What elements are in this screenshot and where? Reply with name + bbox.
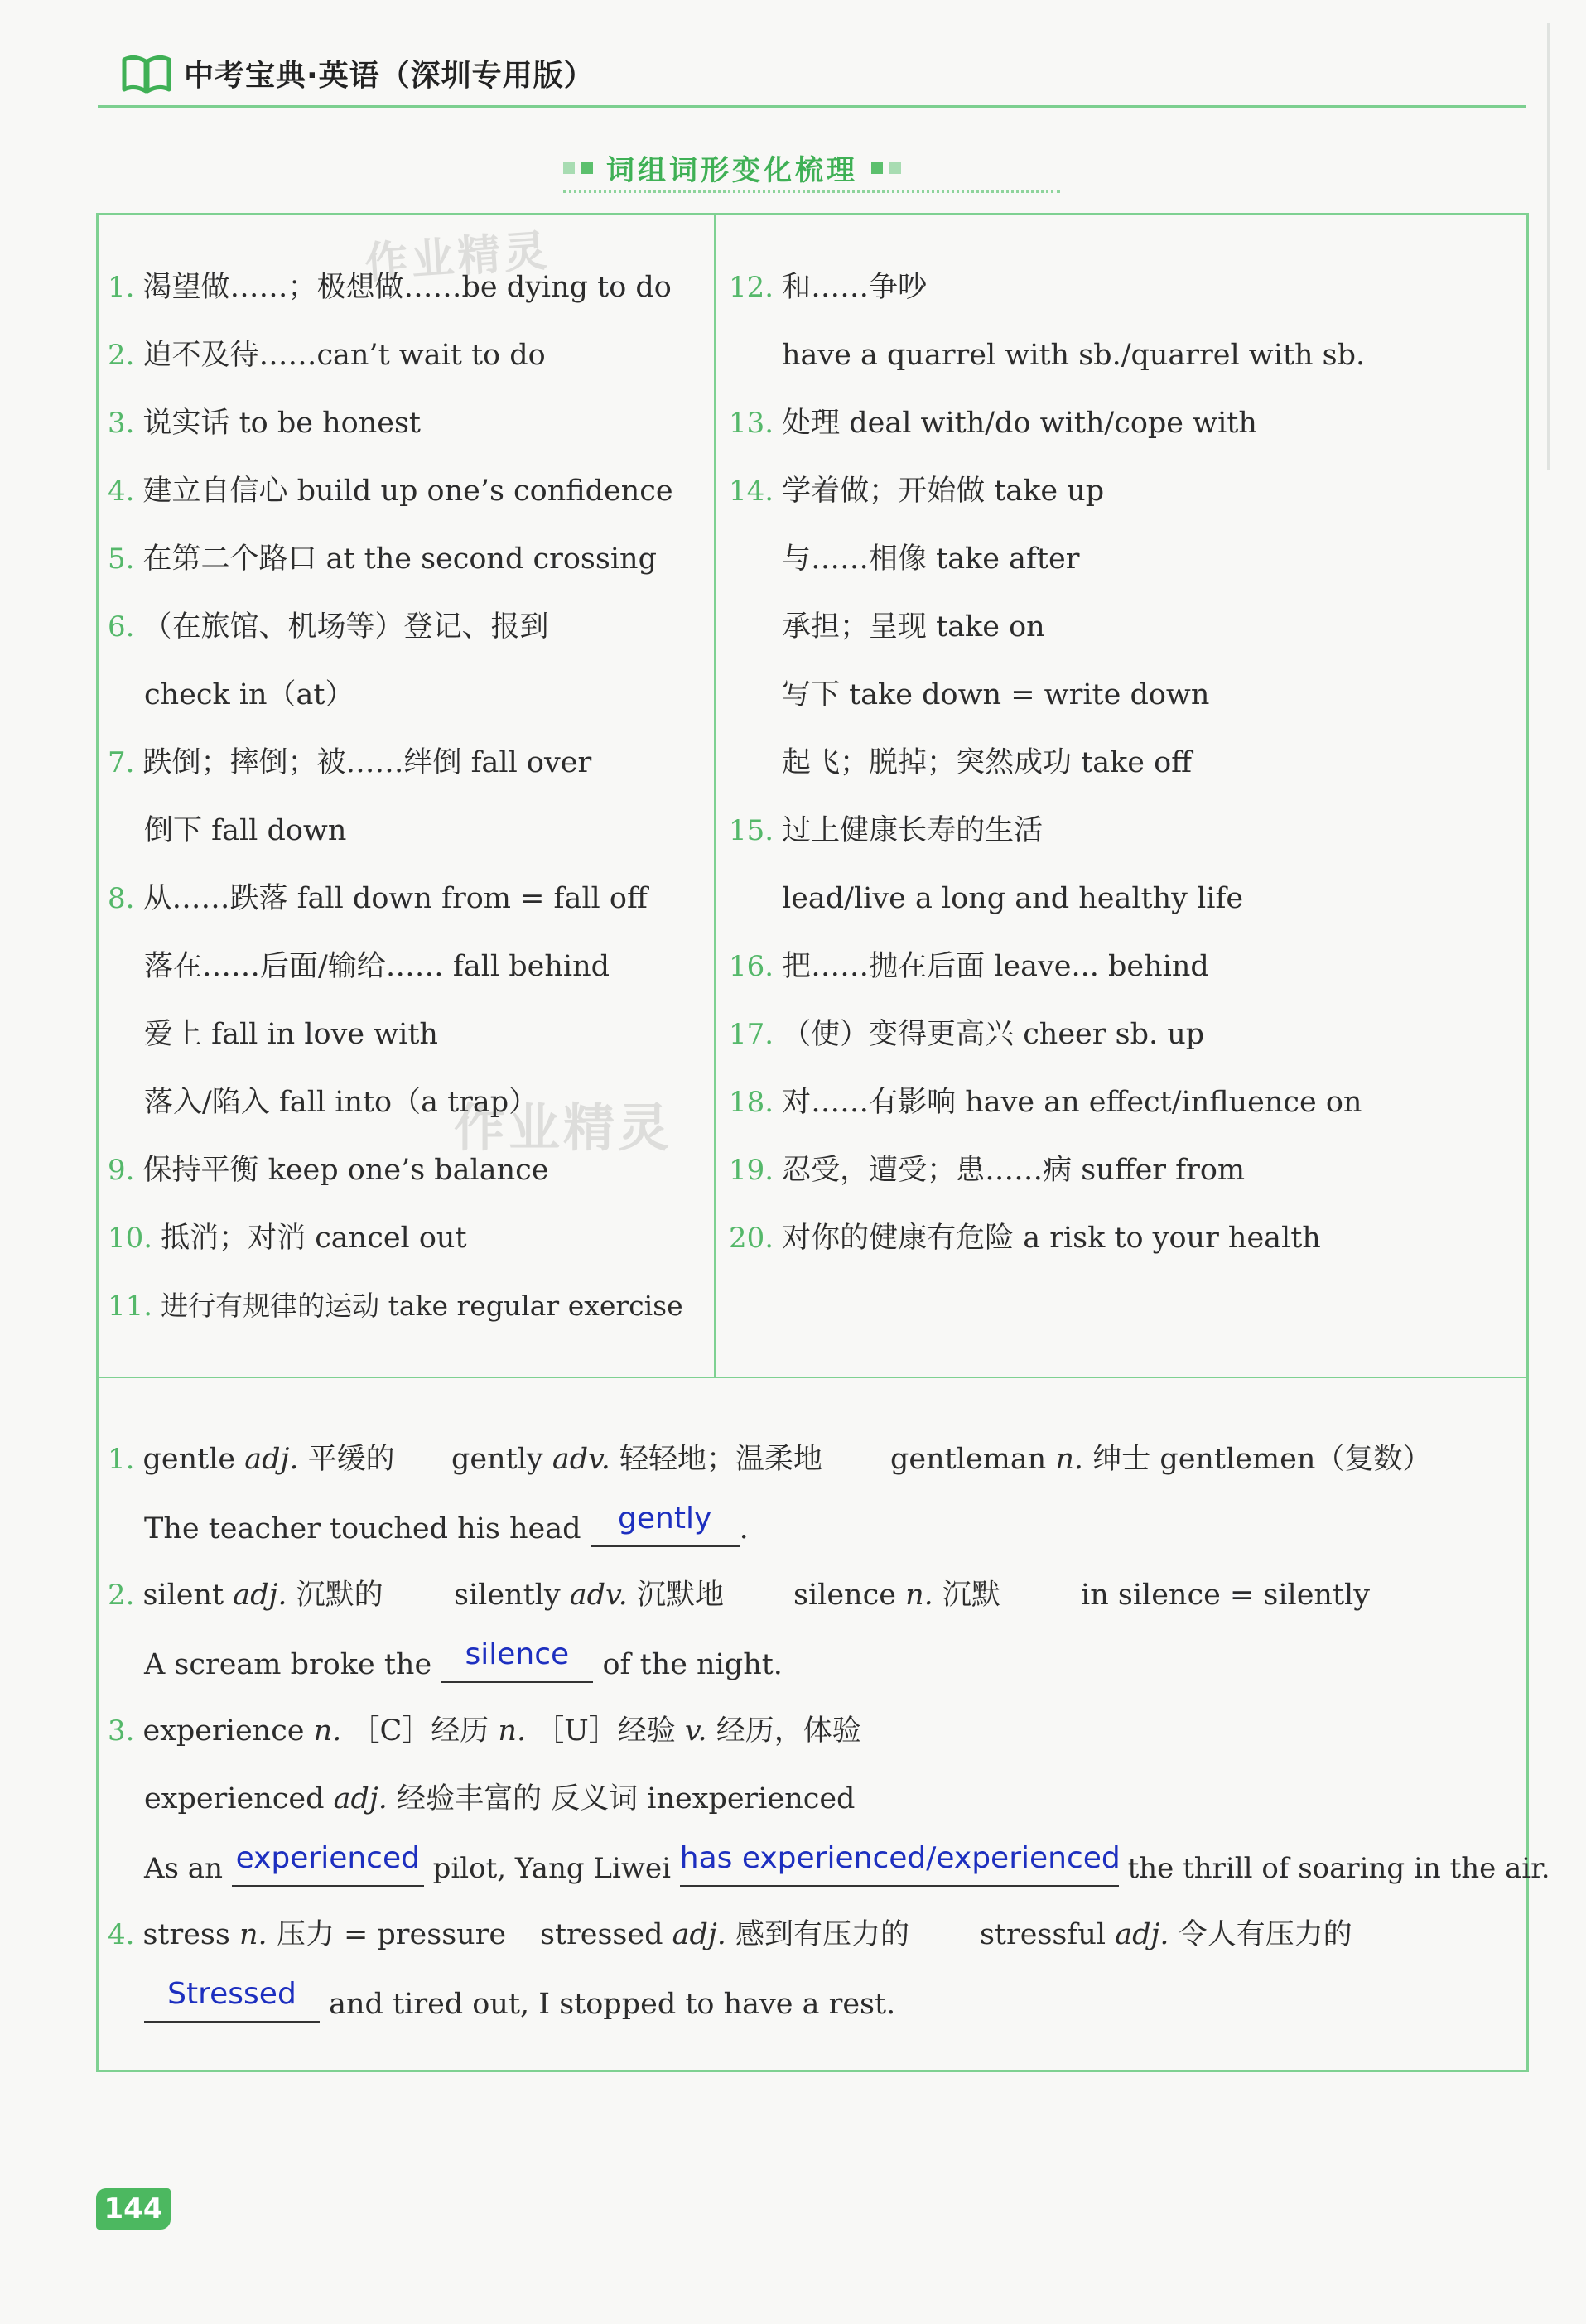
header <box>121 48 595 98</box>
phrase-item: 10. 抵消；对消 cancel out <box>108 1222 467 1255</box>
column-divider <box>714 213 716 1377</box>
section-title <box>563 147 901 188</box>
phrase-item: have a quarrel with sb./quarrel with sb. <box>782 339 1366 372</box>
example-sentence: The teacher touched his head gently . <box>144 1502 749 1545</box>
word-form-line: stressed adj. 感到有压力的 <box>540 1918 910 1951</box>
phrase-item: 14. 学着做；开始做 take up <box>729 475 1105 508</box>
phrase-item: 5. 在第二个路口 at the second crossing <box>108 542 657 576</box>
example-sentence: Stressed and tired out, I stopped to have a rest. <box>144 1984 895 2023</box>
answer-text: Stressed <box>167 1977 296 2011</box>
word-form-line: 2. silent adj. 沉默的 <box>108 1579 383 1612</box>
example-sentence: As an experienced pilot, Yang Liwei has experienced/experienced the thrill of soaring in the air. <box>144 1841 1550 1885</box>
word-form-line: 1. gentle adj. 平缓的 <box>108 1443 395 1476</box>
answer-text: has experienced/experienced <box>679 1841 1121 1875</box>
phrase-item: 9. 保持平衡 keep one’s balance <box>108 1154 549 1187</box>
word-form-line: gentleman n. 绅士 gentlemen（复数） <box>890 1443 1432 1476</box>
phrase-item: 20. 对你的健康有危险 a risk to your health <box>729 1222 1321 1255</box>
phrase-item: 承担；呈现 take on <box>782 610 1045 644</box>
phrase-item: 与……相像 take after <box>782 542 1080 576</box>
answer-blank <box>679 1841 1121 1887</box>
page-number-badge <box>96 2188 171 2230</box>
word-form-line: silence n. 沉默 <box>793 1579 1000 1612</box>
word-form-line: 4. stress n. 压力 = pressure <box>108 1918 507 1951</box>
phrase-item: 18. 对……有影响 have an effect/influence on <box>729 1086 1362 1119</box>
answer-text: experienced <box>235 1841 420 1875</box>
phrase-item: 3. 说实话 to be honest <box>108 407 421 440</box>
square-icon <box>871 162 883 174</box>
example-sentence: A scream broke the silence of the night. <box>144 1637 783 1681</box>
phrase-item: 8. 从……跌落 fall down from = fall off <box>108 882 648 915</box>
square-icon <box>563 162 575 174</box>
phrase-item: 落入/陷入 fall into（a trap） <box>144 1086 538 1119</box>
phrase-item: 1. 渴望做……；极想做……be dying to do <box>108 271 672 304</box>
square-icon <box>581 162 593 174</box>
word-form-line: stressful adj. 令人有压力的 <box>980 1918 1352 1951</box>
header-title: 中考宝典·英语（深圳专用版） <box>184 58 595 93</box>
answer-text: silence <box>465 1637 570 1671</box>
phrase-item: lead/live a long and healthy life <box>782 882 1244 915</box>
watermark: 作业精灵 <box>363 226 552 289</box>
page-number: 144 <box>104 2192 163 2225</box>
phrase-item: 写下 take down = write down <box>782 678 1210 711</box>
phrase-item: 6. （在旅馆、机场等）登记、报到 <box>108 610 549 644</box>
word-form-line: experienced adj. 经验丰富的 反义词 inexperienced <box>144 1782 856 1815</box>
word-form-line: 3. experience n. ［C］经历 n. ［U］经验 v. 经历，体验 <box>108 1714 861 1748</box>
phrase-item: 落在……后面/输给…… fall behind <box>144 950 610 983</box>
answer-blank <box>144 1977 320 2023</box>
word-form-line: gently adv. 轻轻地；温柔地 <box>451 1443 823 1476</box>
phrase-item: 13. 处理 deal with/do with/cope with <box>729 407 1257 440</box>
phrase-item: 2. 迫不及待……can’t wait to do <box>108 339 546 372</box>
answer-blank <box>591 1502 740 1547</box>
phrase-item: 15. 过上健康长寿的生活 <box>729 814 1044 847</box>
section-divider <box>96 1377 1529 1378</box>
header-rule <box>98 105 1526 108</box>
book-icon <box>121 51 172 94</box>
phrase-item: check in（at） <box>144 678 354 711</box>
answer-blank <box>441 1637 593 1683</box>
answer-text: gently <box>618 1502 712 1536</box>
phrase-item: 19. 忍受，遭受；患……病 suffer from <box>729 1154 1246 1187</box>
title-underline <box>563 190 1060 193</box>
word-form-line: in silence = silently <box>1081 1579 1370 1612</box>
phrase-item: 倒下 fall down <box>144 814 347 847</box>
watermark: 作业精灵 <box>454 1097 673 1158</box>
phrase-item: 爱上 fall in love with <box>144 1018 438 1051</box>
phrase-item: 17. （使）变得更高兴 cheer sb. up <box>729 1018 1205 1051</box>
phrase-item: 起飞；脱掉；突然成功 take off <box>782 746 1193 779</box>
section-title-text: 词组词形变化梳理 <box>606 154 858 187</box>
answer-blank <box>232 1841 424 1887</box>
phrase-item: 11. 进行有规律的运动 take regular exercise <box>108 1290 683 1323</box>
phrase-item: 7. 跌倒；摔倒；被……绊倒 fall over <box>108 746 592 779</box>
page-edge <box>1547 23 1550 470</box>
phrase-item: 4. 建立自信心 build up one’s confidence <box>108 475 673 508</box>
phrase-item: 12. 和……争吵 <box>729 271 928 304</box>
phrase-item: 16. 把……抛在后面 leave... behind <box>729 950 1209 983</box>
square-icon <box>889 162 901 174</box>
word-form-line: silently adv. 沉默地 <box>454 1579 724 1612</box>
